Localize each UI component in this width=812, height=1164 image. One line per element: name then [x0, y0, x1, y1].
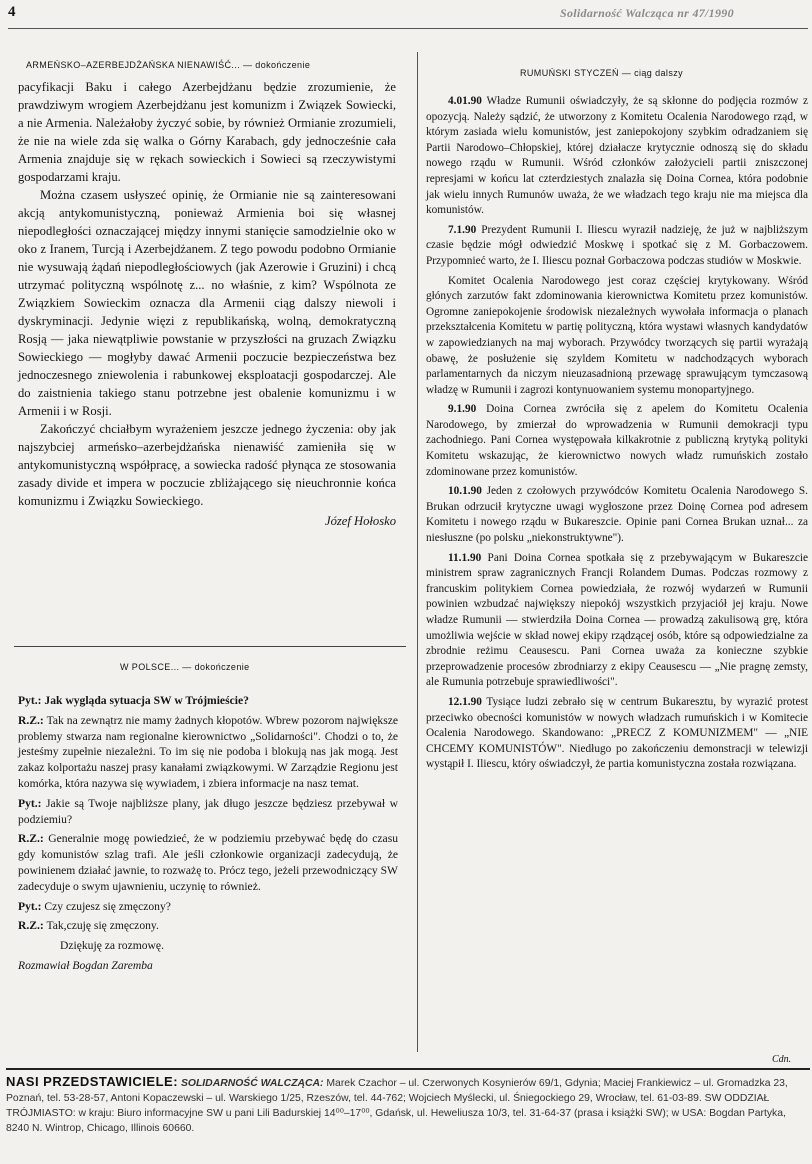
chronicle-entry: 10.1.90 Jeden z czołowych przywódców Komitetu Ocalenia Narodowego S. Brukan odrzucił krytyczne uwagi wygłoszone przez Doinę Cornea pod adresem Komitetu i nowego rządu w Bukareszcie. Opinie pani Cornea Brukan uznał... za niesłuszne (po polsku „niekonstruktywne").: [426, 485, 808, 545]
page-number: 4: [8, 4, 16, 20]
representatives-footer: [6, 1068, 810, 1136]
interview-body: [18, 693, 398, 978]
right-article-header: RUMUŃSKI STYCZEŃ — ciąg dalszy: [520, 68, 684, 78]
column-rule: [417, 52, 418, 1052]
chronicle-entry: 9.1.90 Doina Cornea zwróciła się z apelem do Komitetu Ocalenia Narodowego, by zmierzał do wprowadzenia w Rumunii demokracji typu zachodniego. Pani Cornea występowała kilkakrotnie z publiczną krytyką polityki Komitetu wskazując, że kierownictwo nowych władz rumuńskich zostało zdominowane przez komunistów.: [426, 403, 808, 478]
interview-item: Pyt.: Jak wygląda sytuacja SW w Trójmieście?: [18, 694, 249, 707]
interview-item: Pyt.: Czy czujesz się zmęczony?: [18, 899, 171, 913]
interview-thanks: Dziękuję za rozmowę.: [60, 939, 164, 953]
interview-item: R.Z.: Tak na zewnątrz nie mamy żadnych kłopotów. Wbrew pozorom największe problemy stwarza nam regionalne kierownictwo „Solidarności". Chodzi o to, że jesteśmy zupełnie niezależni. To im się nie podoba i blokują nas jak mogą. Jest zakaz kolportażu naszej prasy kanałami związkowymi. W Zarządzie Regionu jest komórka, która nazywa się wywiadem, i zbiera informacje na nasz temat.: [18, 713, 398, 790]
section-divider: [14, 646, 406, 647]
interview-header: W POLSCE... — dokończenie: [120, 662, 250, 672]
right-article-body: [426, 94, 808, 777]
chronicle-entry: Komitet Ocalenia Narodowego jest coraz częściej krytykowany. Wśród głónych zarzutów fakt zdominowania kierownictwa Komitetu przez komunistów. Ogromne zaniepokojenie środowisk niezależnych wywołała informacja o planach przekształcenia Komitetu w partię polityczną, która wystawi własnych kandydatów w zapowiedzianych na maj wyborach. Przywódcy tworzących się partii wyrażają obawę, że posłużenie się szyldem Komitetu w nadchodzących wyborach parlamentarnych da niczym nieuzasadnioną przewagę sprawującym tymczasową władzę w Rumunii i zagrozi kontynuowaniem systemu monopartyjnego.: [426, 274, 808, 396]
interview-item: R.Z.: Generalnie mogę powiedzieć, że w podziemiu przebywać będę do czasu gdy komunistów szlag trafi. Ale jeśli członkowie organizacji zadecydują, że powinienem działać jawnie, to rozważę to. Prócz tego, jeżeli przewodniczący SW zadecyduje o swym ujawnieniu, uczynię to również.: [18, 832, 399, 893]
paragraph: Można czasem usłyszeć opinię, że Ormianie nie są zainteresowani akcją antykomunistyczną, ponieważ Armienia boi się własnej niepodległości oznaczającej między innymi stanięcie samodzielnie oko w oko z Iranem, Turcją i Azerbejdżanem. Z tego powodu podobno Ormianie nie wysuwają żądań niepodległościowych (jak Azerowie i Gruzini) i chcą utrzymać polityczną wspólnotę z... no właśnie, z kim? Wspólnota ze Związkiem Sowieckim oznacza dla Armenii ciąg dalszy niewoli i dyskryminacji. Jedynie więzi z republikańską, wolną, demokratyczną Rosją — jaka niewątpliwie powstanie w przyszłości na gruzach Związku Sowieckiego — mogłyby dawać Armenii poczucie bezpieczeństwa bez jednoczesnego zniewolenia i rabunkowej eksploatacji gospodarczej. Ale do zaistnienia takiego stanu potrzebne jest obalenie komunizmu i w Armenii i w Rosji.: [18, 188, 396, 418]
chronicle-entry: 12.1.90 Tysiące ludzi zebrało się w centrum Bukaresztu, by wyrazić protest przeciwko obecności komunistów w nowych władzach rumuńskich i w Komitecie Ocalenia Narodowego. Skandowano: „PRECZ Z KOMUNIZMEM" — „NIE CHCEMY KOMUNISTÓW". Niedługo po zakończeniu demonstracji w telewizji wystąpił I. Iliescu, który oświadczył, że partia komunistyczna została rozwiązana.: [426, 695, 808, 771]
paragraph: pacyfikacji Baku i całego Azerbejdżanu będzie zrozumienie, że prawdziwym wrogiem Azerbejdżanu jest komunizm i Związek Sowiecki, a nie Armenia. Należałoby życzyć sobie, by również Ormianie zrozumieli, że nie na wiele zda się walka o Górny Karabach, gdy jednocześnie cała Armenia znajduje się w rękach sowieckich i Sowieci są rzeczywistymi gospodarzami kraju.: [18, 80, 396, 184]
paragraph: Zakończyć chciałbym wyrażeniem jeszcze jednego życzenia: oby jak najszybciej armeńsko–azerbejdżańska nienawiść zamieniła się w antykomunistyczną współpracę, a sowiecka radość płynąca ze stosowania zasady divide et impera w poczucie zbliżającego się nieuchronnie końca komunizmu i Związku Sowieckiego.: [18, 422, 396, 508]
chronicle-entry: 4.01.90 Władze Rumunii oświadczyły, że są skłonne do podjęcia rozmów z opozycją. Należy sądzić, że utworzony z Komitetu Ocalenia Narodowego rząd, w którym zasiada wielu komunistów, jest zaniepokojony szybkim odradzaniem się Partii Narodowo–Chłopskiej, której działacze krytycznie odnoszą się do składu nowego rządu w Rumunii. Wśród członków założycieli partii zniszczonej represjami w końcu lat czterdziestych znalazła się Doina Cornea, która podobnie jak wielu innych Rumunów uważa, że we władzach tego kraju nie ma miejsca dla komunistów.: [426, 95, 808, 217]
chronicle-entry: 7.1.90 Prezydent Rumunii I. Iliescu wyraził nadzieję, że już w najbliższym czasie będzie mógł odwiedzić Moskwę i spotkać się z M. Gorbaczowem. Przypomnieć warto, że I. Iliescu poznał Gorbaczowa podczas studiów w Moskwie.: [426, 223, 808, 267]
footer-label: NASI PRZEDSTAWICIELE:: [6, 1074, 179, 1089]
masthead: Solidarność Walcząca nr 47/1990: [560, 6, 734, 20]
author-signature: Józef Hołosko: [325, 514, 396, 528]
interview-item: Pyt.: Jakie są Twoje najbliższe plany, jak długo jeszcze będziesz przebywał w podziemiu?: [18, 796, 398, 826]
chronicle-entry: 11.1.90 Pani Doina Cornea spotkała się z przebywającym w Bukareszcie ministrem spraw zagranicznych Francji Rolandem Dumas. Podczas rozmowy z francuskim politykiem Cornea powiedziała, że rozwój wydarzeń w Rumunii powinien wzbudzać największy niepokój wszystkich przyjaciół jej kraju. Nowe władze Rumunii — stwierdziła Doina Cornea — prowadzą zakulisową grę, która umożliwia wejście w skład nowej ekipy rządzącej osób, które są odpowiedzialne za zbrodnie reżimu Ceausescu. Pani Cornea uważa za konieczne szybkie przeprowadzenie procesów zbrodniarzy z ekipy Ceausescu — „Nie pragnę zemsty, ale Rumunia potrzebuje sprawiedliwości".: [426, 551, 808, 689]
footer-text: Marek Czachor – ul. Czerwonych Kosynierów 69/1, Gdynia; Maciej Frankiewicz – ul. Gromadzka 23, Poznań, tel. 53-28-57, Antoni Kopaczewski – ul. Warskiego 1/25, Rzeszów, tel. 44-762; Wojciech Myślecki, ul. Śniegockiego 29, Wrocław, tel. 61-03-89. SW ODDZIAŁ TRÓJMIASTO: w kraju: Biuro informacyjne SW u pani Lili Badurskiej 14⁰⁰–17⁰⁰, Gdańsk, ul. Heweliusza 10/3, tel. 31-64-37 (prasa i książki SW); w USA: Bogdan Partyka, 8240 N. Wintrop, Chicago, Illinois 60660.: [6, 1078, 788, 1134]
top-rule: [8, 28, 808, 29]
left-article-header: ARMEŃSKO–AZERBEJDŻAŃSKA NIENAWIŚĆ... — dokończenie: [26, 60, 311, 70]
left-article-body: [18, 78, 396, 530]
interview-item: R.Z.: Tak,czuję się zmęczony.: [18, 919, 159, 933]
continued-marker: Cdn.: [772, 1054, 792, 1065]
footer-publication: SOLIDARNOŚĆ WALCZĄCA:: [180, 1078, 324, 1089]
interview-byline: Rozmawiał Bogdan Zaremba: [18, 958, 153, 972]
